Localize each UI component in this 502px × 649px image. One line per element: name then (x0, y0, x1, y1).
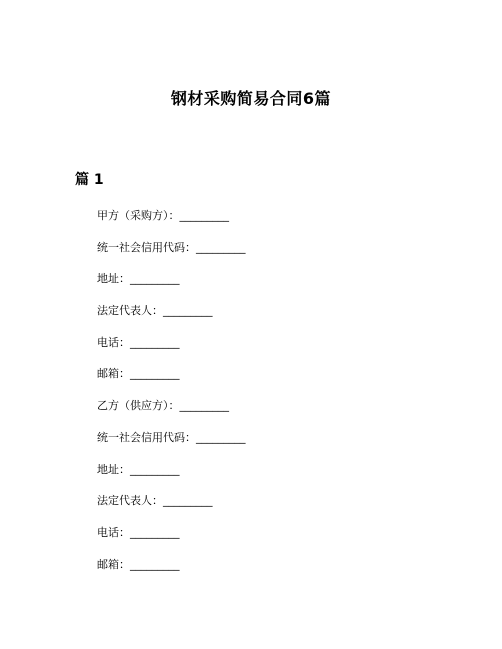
seller-credit-code-text: 统一社会信用代码：_________ (97, 430, 246, 444)
buyer-party-text: 甲方（采购方）：_________ (97, 209, 229, 222)
buyer-phone-text: 电话：_________ (97, 335, 180, 349)
buyer-phone-line (97, 335, 246, 367)
buyer-address-text: 地址：_________ (97, 272, 180, 286)
seller-party-line (97, 398, 246, 430)
buyer-email-text: 邮箱：_________ (97, 367, 180, 381)
seller-address-text: 地址：_________ (97, 462, 180, 476)
buyer-credit-code-line (97, 240, 246, 272)
seller-address-line (97, 462, 246, 494)
seller-phone-text: 电话：_________ (97, 525, 180, 539)
buyer-credit-code-text: 统一社会信用代码：_________ (97, 240, 246, 254)
seller-party-text: 乙方（供应方）：_________ (97, 399, 229, 413)
seller-email-text: 邮箱：_________ (97, 557, 180, 571)
buyer-address-line (97, 271, 246, 303)
document-title: 钢材采购简易合同6篇 (170, 88, 332, 108)
buyer-party-line (97, 208, 246, 240)
seller-legal-rep-line (97, 493, 246, 525)
seller-email-line (97, 557, 246, 589)
buyer-email-line (97, 366, 246, 398)
contract-party-fields (97, 208, 246, 588)
buyer-legal-rep-line (97, 303, 246, 335)
seller-legal-rep-text: 法定代表人：_________ (97, 494, 213, 508)
buyer-legal-rep-text: 法定代表人：_________ (97, 304, 213, 318)
section-heading: 篇 1 (75, 171, 104, 188)
seller-phone-line (97, 525, 246, 557)
seller-credit-code-line (97, 430, 246, 462)
